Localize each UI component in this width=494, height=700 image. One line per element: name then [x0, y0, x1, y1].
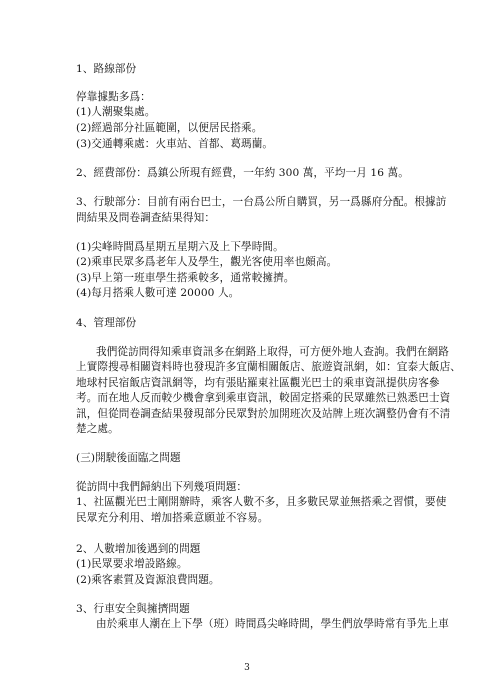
section-heading-problems: (三)開駛後面臨之問題: [76, 452, 181, 464]
list-item: (3)早上第一班車學生搭乘較多，通常較擁擠。: [76, 272, 295, 284]
list-item: (2)乘車民眾多爲老年人及學生，觀光客使用率也頗高。: [76, 256, 338, 268]
paragraph-line: 問結果及問卷調查結果得知：: [76, 212, 216, 224]
paragraph-line: 楚之處。: [76, 423, 119, 435]
paragraph-line: 1、社區觀光巴士剛開辦時，乘客人數不多，且多數民眾並無搭乘之習慣，要使: [76, 496, 447, 508]
list-item: (1)民眾要求增設路線。: [76, 558, 188, 570]
paragraph-line: 從訪問中我們歸納出下列幾項問題：: [76, 481, 248, 493]
list-item: (2)經過部分社區範圍，以便居民搭乘。: [76, 122, 263, 134]
page-number: 3: [244, 663, 250, 673]
list-item: (1)尖峰時間爲星期五星期六及上下學時間。: [76, 241, 284, 253]
list-item: (4)每月搭乘人數可達 20000 人。: [76, 287, 240, 299]
list-item: (1)人潮聚集處。: [76, 106, 156, 118]
list-item: (2)乘客素質及資源浪費問題。: [76, 574, 220, 586]
paragraph-line: 停靠據點多爲：: [76, 91, 151, 103]
paragraph-line: 民眾充分利用、增加搭乘意願並不容易。: [76, 512, 269, 524]
paragraph-line: 上實際搜尋相關資料時也發現許多宜蘭相關飯店、旅遊資訊網，如：宜泰大飯店、: [76, 361, 461, 373]
sub-heading: 2、人數增加後遇到的問題: [76, 543, 201, 555]
section-heading-routes: 1、路線部份: [76, 63, 137, 75]
sub-heading: 3、行車安全與擁擠問題: [76, 603, 190, 615]
paragraph-line: 考。而在地人反而較少機會拿到乘車資訊，較固定搭乘的民眾雖然已熟悉巴士資: [76, 392, 451, 404]
section-heading-management: 4、管理部份: [76, 317, 137, 329]
paragraph-line: 地球村民宿飯店資訊網等，均有張貼羅東社區觀光巴士的乘車資訊提供房客參: [76, 377, 440, 389]
paragraph-line: 訊，但從問卷調查結果發現部分民眾對於加開班次及站牌上班次調整仍會有不清: [76, 408, 451, 420]
list-item: (3)交通轉乘處：火車站、首都、葛瑪蘭。: [76, 138, 274, 150]
paragraph-line: 我們從訪問得知乘車資訊多在網路上取得，可方便外地人查詢。我們在網路: [96, 346, 449, 358]
section-heading-operation: 3、行駛部分：目前有兩台巴士，一台爲公所自購買，另一爲縣府分配。根據訪: [76, 196, 447, 208]
paragraph-line: 由於乘車人潮在上下學（班）時間爲尖峰時間，學生們放學時常有爭先上車: [96, 618, 449, 630]
section-heading-funding: 2、經費部份：爲鎮公所現有經費，一年約 300 萬，平均一月 16 萬。: [76, 167, 409, 179]
